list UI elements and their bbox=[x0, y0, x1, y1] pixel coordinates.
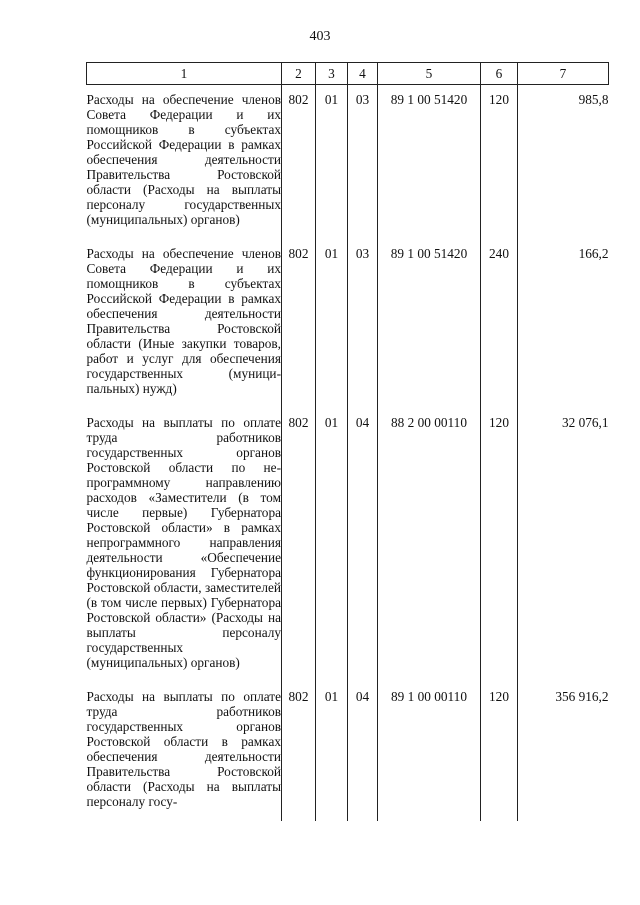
subsection-code: 04 bbox=[348, 682, 378, 821]
row-description: Расходы на обеспечение членов Совета Федерации и их помощников в субъектах Российской Федерации в рамках обеспечения деятельности Правительства Ростовской области (Расходы на выплаты персоналу государственных (муниципальных) органов) bbox=[86, 92, 281, 227]
amount: 356 916,2 bbox=[518, 682, 609, 821]
target-article-code: 89 1 00 51420 bbox=[378, 85, 481, 240]
expense-type-code: 120 bbox=[481, 408, 518, 682]
ministry-code: 802 bbox=[282, 239, 316, 408]
expense-type-code: 240 bbox=[481, 239, 518, 408]
amount: 985,8 bbox=[518, 85, 609, 240]
target-article-code: 88 2 00 00110 bbox=[378, 408, 481, 682]
column-header: 2 bbox=[282, 63, 316, 85]
target-article-code: 89 1 00 51420 bbox=[378, 239, 481, 408]
section-code: 01 bbox=[316, 408, 348, 682]
table-row bbox=[87, 239, 609, 408]
column-header: 1 bbox=[87, 63, 282, 85]
page-number: 403 bbox=[309, 29, 331, 44]
subsection-code: 03 bbox=[348, 85, 378, 240]
section-code: 01 bbox=[316, 85, 348, 240]
subsection-code: 03 bbox=[348, 239, 378, 408]
column-header: 5 bbox=[378, 63, 481, 85]
target-article-code: 89 1 00 00110 bbox=[378, 682, 481, 821]
column-header: 4 bbox=[348, 63, 378, 85]
header-row bbox=[87, 63, 609, 85]
expense-type-code: 120 bbox=[481, 682, 518, 821]
row-description: Расходы на обеспечение членов Совета Федерации и их помощников в субъектах Российской Федерации в рамках обеспечения деятельности Правительства Ростовской области (Иные закупки товаров, работ и услуг для обеспечения государственных (муниципальных) нужд) bbox=[86, 246, 281, 396]
expense-type-code: 120 bbox=[481, 85, 518, 240]
column-header: 7 bbox=[518, 63, 609, 85]
subsection-code: 04 bbox=[348, 408, 378, 682]
amount: 166,2 bbox=[518, 239, 609, 408]
ministry-code: 802 bbox=[282, 408, 316, 682]
section-code: 01 bbox=[316, 239, 348, 408]
row-description: Расходы на выплаты по оплате труда работников государственных органов Ростовской области в рамках обеспечения деятельности Правительства Ростовской области (Расходы на выплаты персоналу госу- bbox=[86, 689, 281, 809]
amount: 32 076,1 bbox=[518, 408, 609, 682]
table-row bbox=[87, 85, 609, 240]
column-header: 6 bbox=[481, 63, 518, 85]
budget-table bbox=[86, 62, 609, 821]
column-header: 3 bbox=[316, 63, 348, 85]
table-row bbox=[87, 682, 609, 821]
ministry-code: 802 bbox=[282, 85, 316, 240]
ministry-code: 802 bbox=[282, 682, 316, 821]
section-code: 01 bbox=[316, 682, 348, 821]
table-row bbox=[87, 408, 609, 682]
row-description: Расходы на выплаты по оплате труда работников государственных органов Ростовской области по непрограммному направлению расходов «Заместители (в том числе первые) Губернатора Ростовской области» в рамках непрограммного направления деятельности «Обеспечение функционирования Губернатора Ростовской области, заместителей (в том числе первых) Губернатора Ростовской области» (Расходы на выплаты персоналу государственных (муниципальных) органов) bbox=[86, 415, 281, 670]
